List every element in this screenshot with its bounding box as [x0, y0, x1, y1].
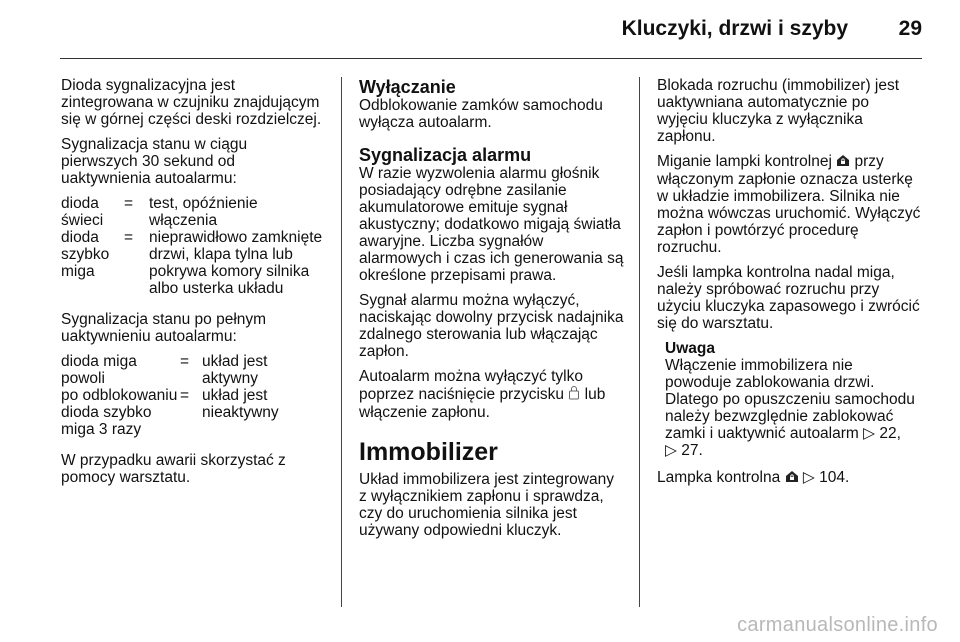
column-1: [61, 77, 327, 494]
table-row: [61, 229, 327, 297]
paragraph: W przypadku awarii skorzystać z pomocy warsztatu.: [61, 452, 286, 486]
column-divider-2: [639, 77, 640, 607]
page-title: Kluczyki, drzwi i szyby: [621, 17, 848, 40]
paragraph: Układ immobilizera jest zintegrowany z wyłącznikiem zapłonu i sprawdza, czy do uruchomienia silnika jest używany odpowiedni kluczyk.: [359, 471, 614, 539]
note-body: [665, 357, 923, 459]
page-header: [60, 14, 922, 54]
page-ref[interactable]: 104.: [819, 469, 850, 486]
table-row: [61, 387, 327, 438]
text: Lampka kontrolna: [657, 469, 781, 486]
paragraph: Sygnalizacja stanu w ciągu pierwszych 30 sekund od uaktywnienia autoalarmu:: [61, 136, 248, 187]
equals-sign: =: [180, 353, 190, 370]
term: dioda świeci: [61, 195, 104, 229]
paragraph: Sygnalizacja stanu po pełnym uaktywnieniu autoalarmu:: [61, 311, 267, 345]
watermark: carmanualsonline.info: [737, 614, 938, 636]
text: Miganie lampki kontrolnej: [657, 153, 832, 170]
page-ref[interactable]: 22,: [879, 425, 901, 442]
section-heading-disarm: Wyłączanie: [359, 77, 456, 97]
equals-sign: =: [180, 387, 190, 404]
paragraph: Sygnał alarmu można wyłączyć, naciskając dowolny przycisk nadajnika zdalnego sterowania lub włączając zapłon.: [359, 292, 624, 360]
paragraph: W razie wyzwolenia alarmu głośnik posiadający odrębne zasilanie akumulatorowe emituje sygnał akustyczny; dodatkowo migają światła awaryjne. Liczba sygnałów alarmowych i czas ich generowania są określone przepisami prawa.: [359, 165, 624, 284]
column-3: [657, 77, 923, 495]
immobilizer-lamp-icon: [785, 470, 799, 487]
text: przy włączonym zapłonie oznacza usterkę w układzie immobilizera. Silnika nie można wówczas uruchomić. Wyłączyć zapłon i powtórzyć procedurę rozruchu.: [657, 153, 921, 256]
page-ref[interactable]: 27.: [681, 442, 703, 459]
paragraph: [657, 469, 923, 487]
text: lub włączenie zapłonu.: [359, 386, 606, 421]
paragraph: Dioda sygnalizacyjna jest zintegrowana w czujniku znajdującym się w górnej części deski rozdzielczej.: [61, 77, 322, 128]
status-table-1: [61, 195, 327, 297]
equals-sign: =: [124, 229, 134, 246]
table-row: [61, 353, 327, 387]
text: Włączenie immobilizera nie powoduje zablokowania drzwi. Dlatego po opuszczeniu samochodu należy bezwzględnie zablokować zamki i uaktywnić autoalarm: [665, 357, 915, 442]
immobilizer-lamp-icon: [836, 154, 850, 171]
paragraph: [359, 368, 625, 421]
section-heading-immobilizer: Immobilizer: [359, 438, 498, 466]
equals-sign: =: [124, 195, 134, 212]
column-2: [359, 77, 625, 547]
description: nieprawidłowo zamknięte drzwi, klapa tylna lub pokrywa komory silnika albo usterka układu: [149, 229, 323, 297]
arrow-ref-icon: ▷: [863, 425, 876, 442]
paragraph: Jeśli lampka kontrolna nadal miga, należy spróbować rozruchu przy użyciu kluczyka zapasowego i zwrócić się do warsztatu.: [657, 264, 920, 332]
status-table-2: [61, 353, 327, 438]
term: dioda szybko miga: [61, 229, 110, 280]
arrow-ref-icon: ▷: [665, 442, 677, 459]
header-rule: [60, 58, 922, 59]
note-heading: Uwaga: [665, 340, 715, 357]
paragraph: [657, 153, 923, 256]
term: dioda miga powoli: [61, 353, 137, 387]
text: Autoalarm można wyłączyć tylko poprzez naciśnięcie przycisku: [359, 368, 583, 403]
description: test, opóźnienie włączenia: [149, 195, 258, 229]
table-row: [61, 195, 327, 229]
page-number: 29: [898, 17, 922, 40]
description: układ jest nieaktywny: [202, 387, 279, 421]
note-box: [657, 340, 923, 459]
term: po odblokowaniu dioda szybko miga 3 razy: [61, 387, 178, 438]
arrow-ref-icon: ▷: [802, 469, 815, 486]
paragraph: Blokada rozruchu (immobilizer) jest uaktywniana automatycznie po wyjęciu kluczyka z wyłącznika zapłonu.: [657, 77, 900, 145]
padlock-button-icon: [568, 385, 580, 404]
description: układ jest aktywny: [202, 353, 268, 387]
column-divider-1: [341, 77, 342, 607]
section-heading-alarm: Sygnalizacja alarmu: [359, 145, 532, 165]
paragraph: Odblokowanie zamków samochodu wyłącza autoalarm.: [359, 97, 603, 131]
